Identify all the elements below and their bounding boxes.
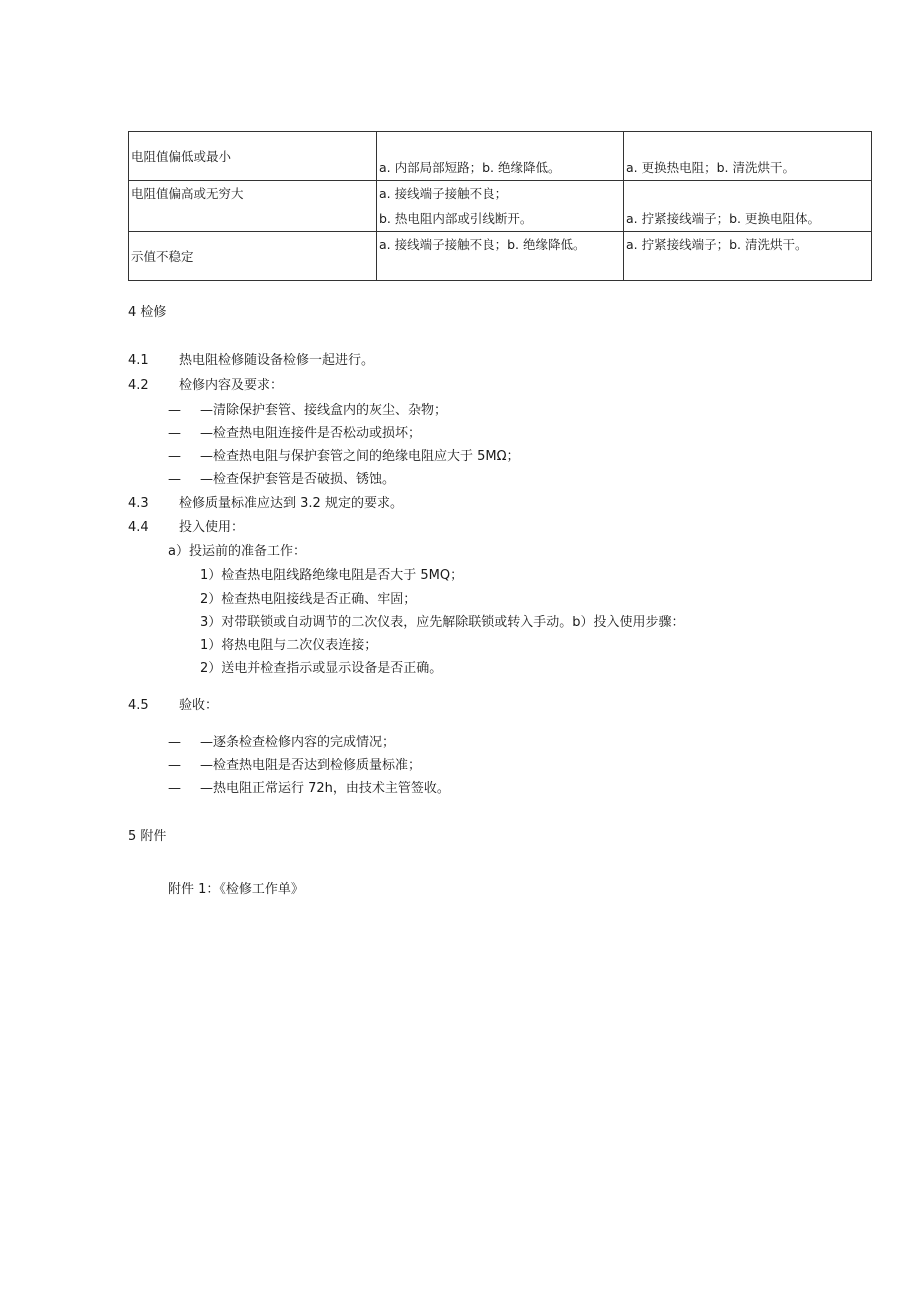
list-item (168, 401, 447, 421)
list-item-text: —热电阻正常运行 72h，由技术主管签收。 (200, 781, 450, 796)
item-number: 4.1 (128, 353, 149, 368)
item-text: 检修质量标准应达到 3.2 规定的要求。 (179, 496, 403, 511)
item-4-4 (128, 518, 244, 538)
step-item: 1）检查热电阻线路绝缘电阻是否大于 5MQ； (200, 568, 464, 583)
remedy-cell: a. 拧紧接线端子；b. 更换电阻体。 (624, 181, 872, 232)
list-item (168, 756, 421, 776)
section-4-heading: 4 检修 (128, 305, 167, 320)
item-text: 检修内容及要求： (179, 378, 284, 393)
table-row (129, 232, 872, 281)
step-item: 3）对带联锁或自动调节的二次仪表，应先解除联锁或转入手动。b）投入使用步骤： (200, 615, 685, 630)
item-text: 验收： (179, 698, 219, 713)
list-item-text: —检查热电阻连接件是否松动或损坏； (200, 426, 422, 441)
symptom-cell: 电阻值偏高或无穷大 (129, 181, 377, 232)
item-4-5 (128, 696, 218, 716)
remedy-cell: a. 更换热电阻；b. 清洗烘干。 (624, 132, 872, 181)
item-number: 4.4 (128, 520, 149, 535)
list-item-text: —检查热电阻是否达到检修质量标准； (200, 758, 422, 773)
step-item: 2）检查热电阻接线是否正确、牢固； (200, 592, 417, 607)
item-number: 4.3 (128, 496, 149, 511)
dash-marker: — (168, 781, 181, 796)
cause-line: a. 接线端子接触不良； (379, 186, 508, 201)
item-4-2 (128, 376, 283, 396)
sub-item-a: a）投运前的准备工作： (168, 544, 306, 559)
dash-marker: — (168, 426, 181, 441)
dash-marker: — (168, 472, 181, 487)
cause-cell: a. 内部局部短路；b. 绝缘降低。 (377, 132, 624, 181)
list-item-text: —检查保护套管是否破损、锈蚀。 (200, 472, 396, 487)
fault-table (128, 131, 872, 281)
list-item-text: —检查热电阻与保护套管之间的绝缘电阻应大于 5MΩ； (200, 449, 520, 464)
list-item (168, 733, 395, 753)
item-text: 热电阻检修随设备检修一起进行。 (179, 353, 375, 368)
dash-marker: — (168, 403, 181, 418)
attachment-line: 附件 1：《检修工作单》 (168, 882, 304, 897)
cause-line: b. 热电阻内部或引线断开。 (379, 211, 533, 226)
section-5-heading: 5 附件 (128, 829, 167, 844)
item-number: 4.5 (128, 698, 149, 713)
step-item: 2）送电并检查指示或显示设备是否正确。 (200, 661, 443, 676)
list-item (168, 447, 520, 467)
symptom-cell: 电阻值偏低或最小 (129, 132, 377, 181)
table-row (129, 132, 872, 181)
dash-marker: — (168, 735, 181, 750)
step-item: 1）将热电阻与二次仪表连接； (200, 638, 378, 653)
list-item (168, 779, 450, 799)
item-4-3 (128, 494, 403, 514)
item-number: 4.2 (128, 378, 149, 393)
cause-cell (377, 181, 624, 232)
dash-marker: — (168, 758, 181, 773)
dash-marker: — (168, 449, 181, 464)
item-4-1 (128, 351, 374, 371)
table-row (129, 181, 872, 232)
list-item-text: —清除保护套管、接线盒内的灰尘、杂物； (200, 403, 448, 418)
item-text: 投入使用： (179, 520, 245, 535)
list-item-text: —逐条检查检修内容的完成情况； (200, 735, 396, 750)
symptom-cell: 示值不稳定 (129, 232, 377, 281)
list-item (168, 470, 395, 490)
cause-cell: a. 接线端子接触不良；b. 绝缘降低。 (377, 232, 624, 281)
list-item (168, 424, 421, 444)
remedy-cell: a. 拧紧接线端子；b. 清洗烘干。 (624, 232, 872, 281)
